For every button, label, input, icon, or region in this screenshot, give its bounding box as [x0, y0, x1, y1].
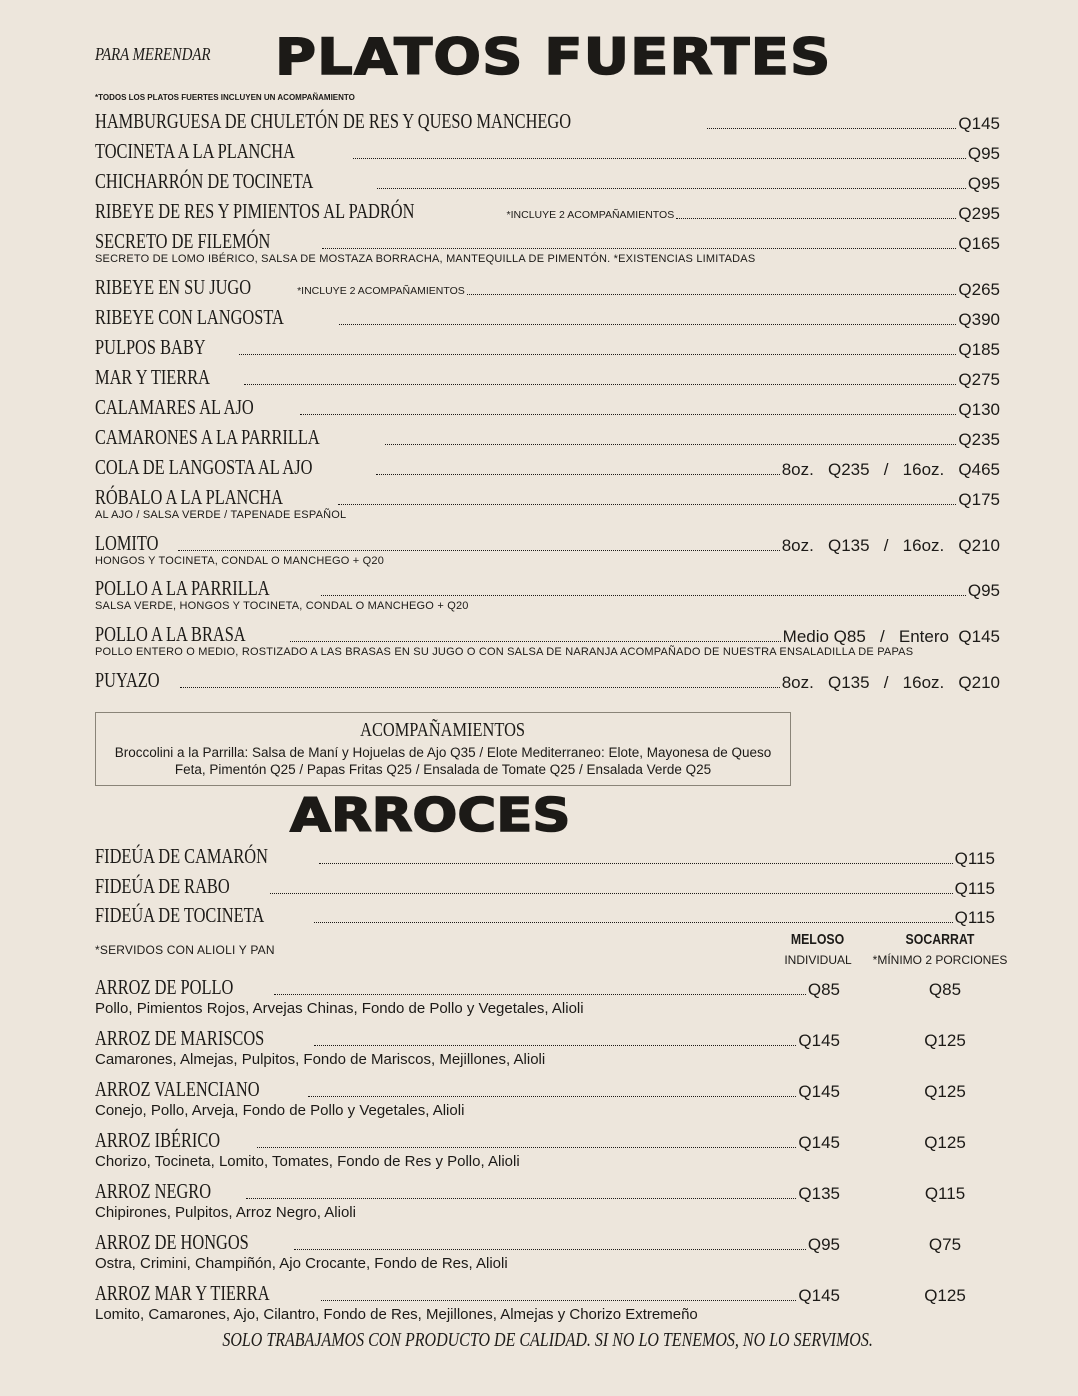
plato-price: Q165 — [958, 234, 1000, 253]
plato-price: Q295 — [958, 204, 1000, 223]
dot-leader — [707, 128, 956, 129]
plato-row — [95, 170, 1000, 194]
dot-leader — [322, 248, 957, 249]
plato-name: PUYAZO — [95, 668, 160, 692]
plato-name: RIBEYE DE RES Y PIMIENTOS AL PADRÓN — [95, 199, 415, 223]
arroz-description: Conejo, Pollo, Arveja, Fondo de Pollo y Vegetales, Alioli — [95, 1102, 465, 1119]
dot-leader — [290, 641, 781, 642]
plato-price: Q145 — [958, 114, 1000, 133]
plato-price: Q95 — [967, 144, 1000, 163]
arroz-description: Ostra, Crimini, Champiñón, Ajo Crocante, Fondo de Res, Alioli — [95, 1255, 508, 1272]
plato-row — [95, 486, 1000, 510]
dot-leader — [294, 1249, 806, 1250]
plato-price: 8oz. Q235 / 16oz. Q465 — [781, 460, 1000, 479]
plato-description: POLLO ENTERO O MEDIO, ROSTIZADO A LAS BRASAS EN SU JUGO O CON SALSA DE NARANJA ACOMPAÑADO DE NUESTRA ENSALADILLA DE PAPAS — [95, 646, 914, 658]
dot-leader — [467, 294, 957, 295]
plato-row — [95, 230, 1000, 254]
arroz-row — [95, 1231, 1000, 1255]
plato-row — [95, 396, 1000, 420]
plato-price: Q265 — [958, 280, 1000, 299]
plato-name: MAR Y TIERRA — [95, 365, 210, 389]
plato-price: 8oz. Q135 / 16oz. Q210 — [781, 673, 1000, 692]
plato-price: Q130 — [958, 400, 1000, 419]
arroz-meloso-price: Q85 — [807, 980, 840, 999]
arroz-socarrat-price: Q85 — [928, 980, 962, 999]
kicker: PARA MERENDAR — [95, 44, 211, 64]
footer-tagline: SOLO TRABAJAMOS CON PRODUCTO DE CALIDAD. SI NO LO TENEMOS, NO LO SERVIMOS. — [222, 1329, 873, 1351]
dot-leader — [676, 218, 956, 219]
plato-name: PULPOS BABY — [95, 335, 206, 359]
dot-leader — [257, 1147, 796, 1148]
plato-description: AL AJO / SALSA VERDE / TAPENADE ESPAÑOL — [95, 509, 347, 521]
plato-row — [95, 200, 1000, 224]
arroz-row — [95, 1180, 1000, 1204]
dot-leader — [274, 994, 806, 995]
plato-tag: *INCLUYE 2 ACOMPAÑAMIENTOS — [506, 209, 675, 221]
arroz-row — [95, 1078, 1000, 1102]
plato-name: POLLO A LA PARRILLA — [95, 576, 270, 600]
arroz-name: ARROZ DE POLLO — [95, 975, 234, 999]
dot-leader — [321, 595, 966, 596]
dot-leader — [339, 324, 956, 325]
acompanamientos-text: Broccolini a la Parrilla: Salsa de Maní y Hojuelas de Ajo Q35 / Elote Mediterraneo: Elote, Mayonesa de Queso Feta, Pimentón Q25 / Papas Fritas Q25 / Ensalada de Tomate Q25 / Ensalada Verde Q25 — [114, 745, 772, 777]
socarrat-column-header — [870, 931, 1010, 967]
plato-row — [95, 306, 1000, 330]
socarrat-sublabel: *MÍNIMO 2 PORCIONES — [872, 953, 1008, 967]
plato-name: CAMARONES A LA PARRILLA — [95, 425, 320, 449]
arroz-socarrat-price: Q125 — [924, 1133, 966, 1152]
dot-leader — [314, 922, 953, 923]
arroz-socarrat-price: Q125 — [924, 1082, 966, 1101]
fideua-name: FIDEÚA DE RABO — [95, 874, 230, 898]
fideua-row — [95, 904, 995, 928]
meloso-column-header — [770, 931, 866, 967]
plato-row — [95, 336, 1000, 360]
plato-price: Medio Q85 / Entero Q145 — [782, 627, 1000, 646]
plato-row — [95, 623, 1000, 647]
plato-price: Q95 — [967, 581, 1000, 600]
fideua-price: Q115 — [954, 879, 995, 898]
plato-row — [95, 276, 1000, 300]
plato-description: SECRETO DE LOMO IBÉRICO, SALSA DE MOSTAZA BORRACHA, MANTEQUILLA DE PIMENTÓN. *EXISTENCIAS LIMITADAS — [95, 253, 756, 265]
dot-leader — [319, 863, 953, 864]
plato-row — [95, 456, 1000, 480]
acompanamientos-box — [95, 712, 791, 786]
dot-leader — [244, 384, 956, 385]
dot-leader — [300, 414, 956, 415]
arroz-row — [95, 1282, 1000, 1306]
acompanamientos-title: ACOMPAÑAMIENTOS — [360, 719, 526, 741]
arroz-row — [95, 1027, 1000, 1051]
arroz-name: ARROZ VALENCIANO — [95, 1077, 260, 1101]
arroz-socarrat-price: Q75 — [928, 1235, 962, 1254]
plato-name: RIBEYE CON LANGOSTA — [95, 305, 284, 329]
fideua-price: Q115 — [954, 908, 995, 927]
plato-row — [95, 366, 1000, 390]
arroz-meloso-price: Q145 — [798, 1133, 840, 1152]
fideua-row — [95, 875, 995, 899]
arroces-note: *SERVIDOS CON ALIOLI Y PAN — [95, 943, 275, 957]
dot-leader — [239, 354, 957, 355]
plato-price: Q275 — [958, 370, 1000, 389]
plato-description: HONGOS Y TOCINETA, CONDAL O MANCHEGO + Q20 — [95, 555, 385, 567]
dot-leader — [376, 474, 780, 475]
arroz-name: ARROZ DE HONGOS — [95, 1230, 249, 1254]
plato-row — [95, 532, 1000, 556]
plato-name: RIBEYE EN SU JUGO — [95, 275, 252, 299]
plato-name: TOCINETA A LA PLANCHA — [95, 139, 295, 163]
plato-price: Q175 — [958, 490, 1000, 509]
dot-leader — [385, 444, 956, 445]
dot-leader — [246, 1198, 797, 1199]
arroz-name: ARROZ NEGRO — [95, 1179, 212, 1203]
fideua-name: FIDEÚA DE CAMARÓN — [95, 844, 268, 868]
meloso-sublabel: INDIVIDUAL — [784, 953, 852, 967]
dot-leader — [178, 550, 779, 551]
plato-description: SALSA VERDE, HONGOS Y TOCINETA, CONDAL O MANCHEGO + Q20 — [95, 600, 469, 612]
platos-note: *TODOS LOS PLATOS FUERTES INCLUYEN UN ACOMPAÑAMIENTO — [95, 93, 355, 102]
arroz-name: ARROZ MAR Y TIERRA — [95, 1281, 270, 1305]
fideua-price: Q115 — [954, 849, 995, 868]
arroz-meloso-price: Q95 — [807, 1235, 840, 1254]
arroces-title: ARROCES — [290, 788, 571, 842]
dot-leader — [308, 1096, 796, 1097]
arroz-meloso-price: Q145 — [798, 1082, 840, 1101]
arroz-socarrat-price: Q115 — [924, 1184, 966, 1203]
plato-row — [95, 426, 1000, 450]
arroz-row — [95, 1129, 1000, 1153]
arroz-meloso-price: Q135 — [798, 1184, 840, 1203]
arroz-socarrat-price: Q125 — [924, 1286, 966, 1305]
plato-name: RÓBALO A LA PLANCHA — [95, 485, 283, 509]
plato-row — [95, 669, 1000, 693]
plato-row — [95, 140, 1000, 164]
dot-leader — [180, 687, 780, 688]
menu-page — [95, 0, 1008, 1396]
plato-row — [95, 577, 1000, 601]
socarrat-label: SOCARRAT — [905, 931, 975, 948]
plato-price: 8oz. Q135 / 16oz. Q210 — [781, 536, 1000, 555]
arroz-name: ARROZ IBÉRICO — [95, 1128, 221, 1152]
plato-name: COLA DE LANGOSTA AL AJO — [95, 455, 313, 479]
page-title: PLATOS FUERTES — [275, 28, 832, 86]
arroz-meloso-price: Q145 — [798, 1031, 840, 1050]
arroz-meloso-price: Q145 — [798, 1286, 840, 1305]
arroz-description: Lomito, Camarones, Ajo, Cilantro, Fondo de Res, Mejillones, Almejas y Chorizo Extremeño — [95, 1306, 698, 1323]
dot-leader — [377, 188, 966, 189]
plato-tag: *INCLUYE 2 ACOMPAÑAMIENTOS — [297, 285, 465, 297]
arroz-description: Pollo, Pimientos Rojos, Arvejas Chinas, Fondo de Pollo y Vegetales, Alioli — [95, 1000, 584, 1017]
arroz-description: Chorizo, Tocineta, Lomito, Tomates, Fondo de Res y Pollo, Alioli — [95, 1153, 520, 1170]
dot-leader — [338, 504, 956, 505]
fideua-name: FIDEÚA DE TOCINETA — [95, 903, 265, 927]
fideua-row — [95, 845, 995, 869]
plato-name: LOMITO — [95, 531, 159, 555]
plato-name: CHICHARRÓN DE TOCINETA — [95, 169, 314, 193]
dot-leader — [353, 158, 965, 159]
meloso-label: MELOSO — [791, 931, 845, 948]
dot-leader — [314, 1045, 796, 1046]
dot-leader — [321, 1300, 797, 1301]
plato-row — [95, 110, 1000, 134]
arroz-description: Camarones, Almejas, Pulpitos, Fondo de Mariscos, Mejillones, Alioli — [95, 1051, 546, 1068]
plato-name: SECRETO DE FILEMÓN — [95, 229, 271, 253]
plato-name: POLLO A LA BRASA — [95, 622, 246, 646]
plato-name: HAMBURGUESA DE CHULETÓN DE RES Y QUESO MANCHEGO — [95, 109, 572, 133]
plato-price: Q95 — [967, 174, 1000, 193]
arroz-row — [95, 976, 1000, 1000]
plato-price: Q235 — [958, 430, 1000, 449]
plato-price: Q185 — [958, 340, 1000, 359]
plato-name: CALAMARES AL AJO — [95, 395, 254, 419]
arroz-description: Chipirones, Pulpitos, Arroz Negro, Alioli — [95, 1204, 356, 1221]
arroz-socarrat-price: Q125 — [924, 1031, 966, 1050]
dot-leader — [270, 893, 953, 894]
arroz-name: ARROZ DE MARISCOS — [95, 1026, 265, 1050]
plato-price: Q390 — [958, 310, 1000, 329]
